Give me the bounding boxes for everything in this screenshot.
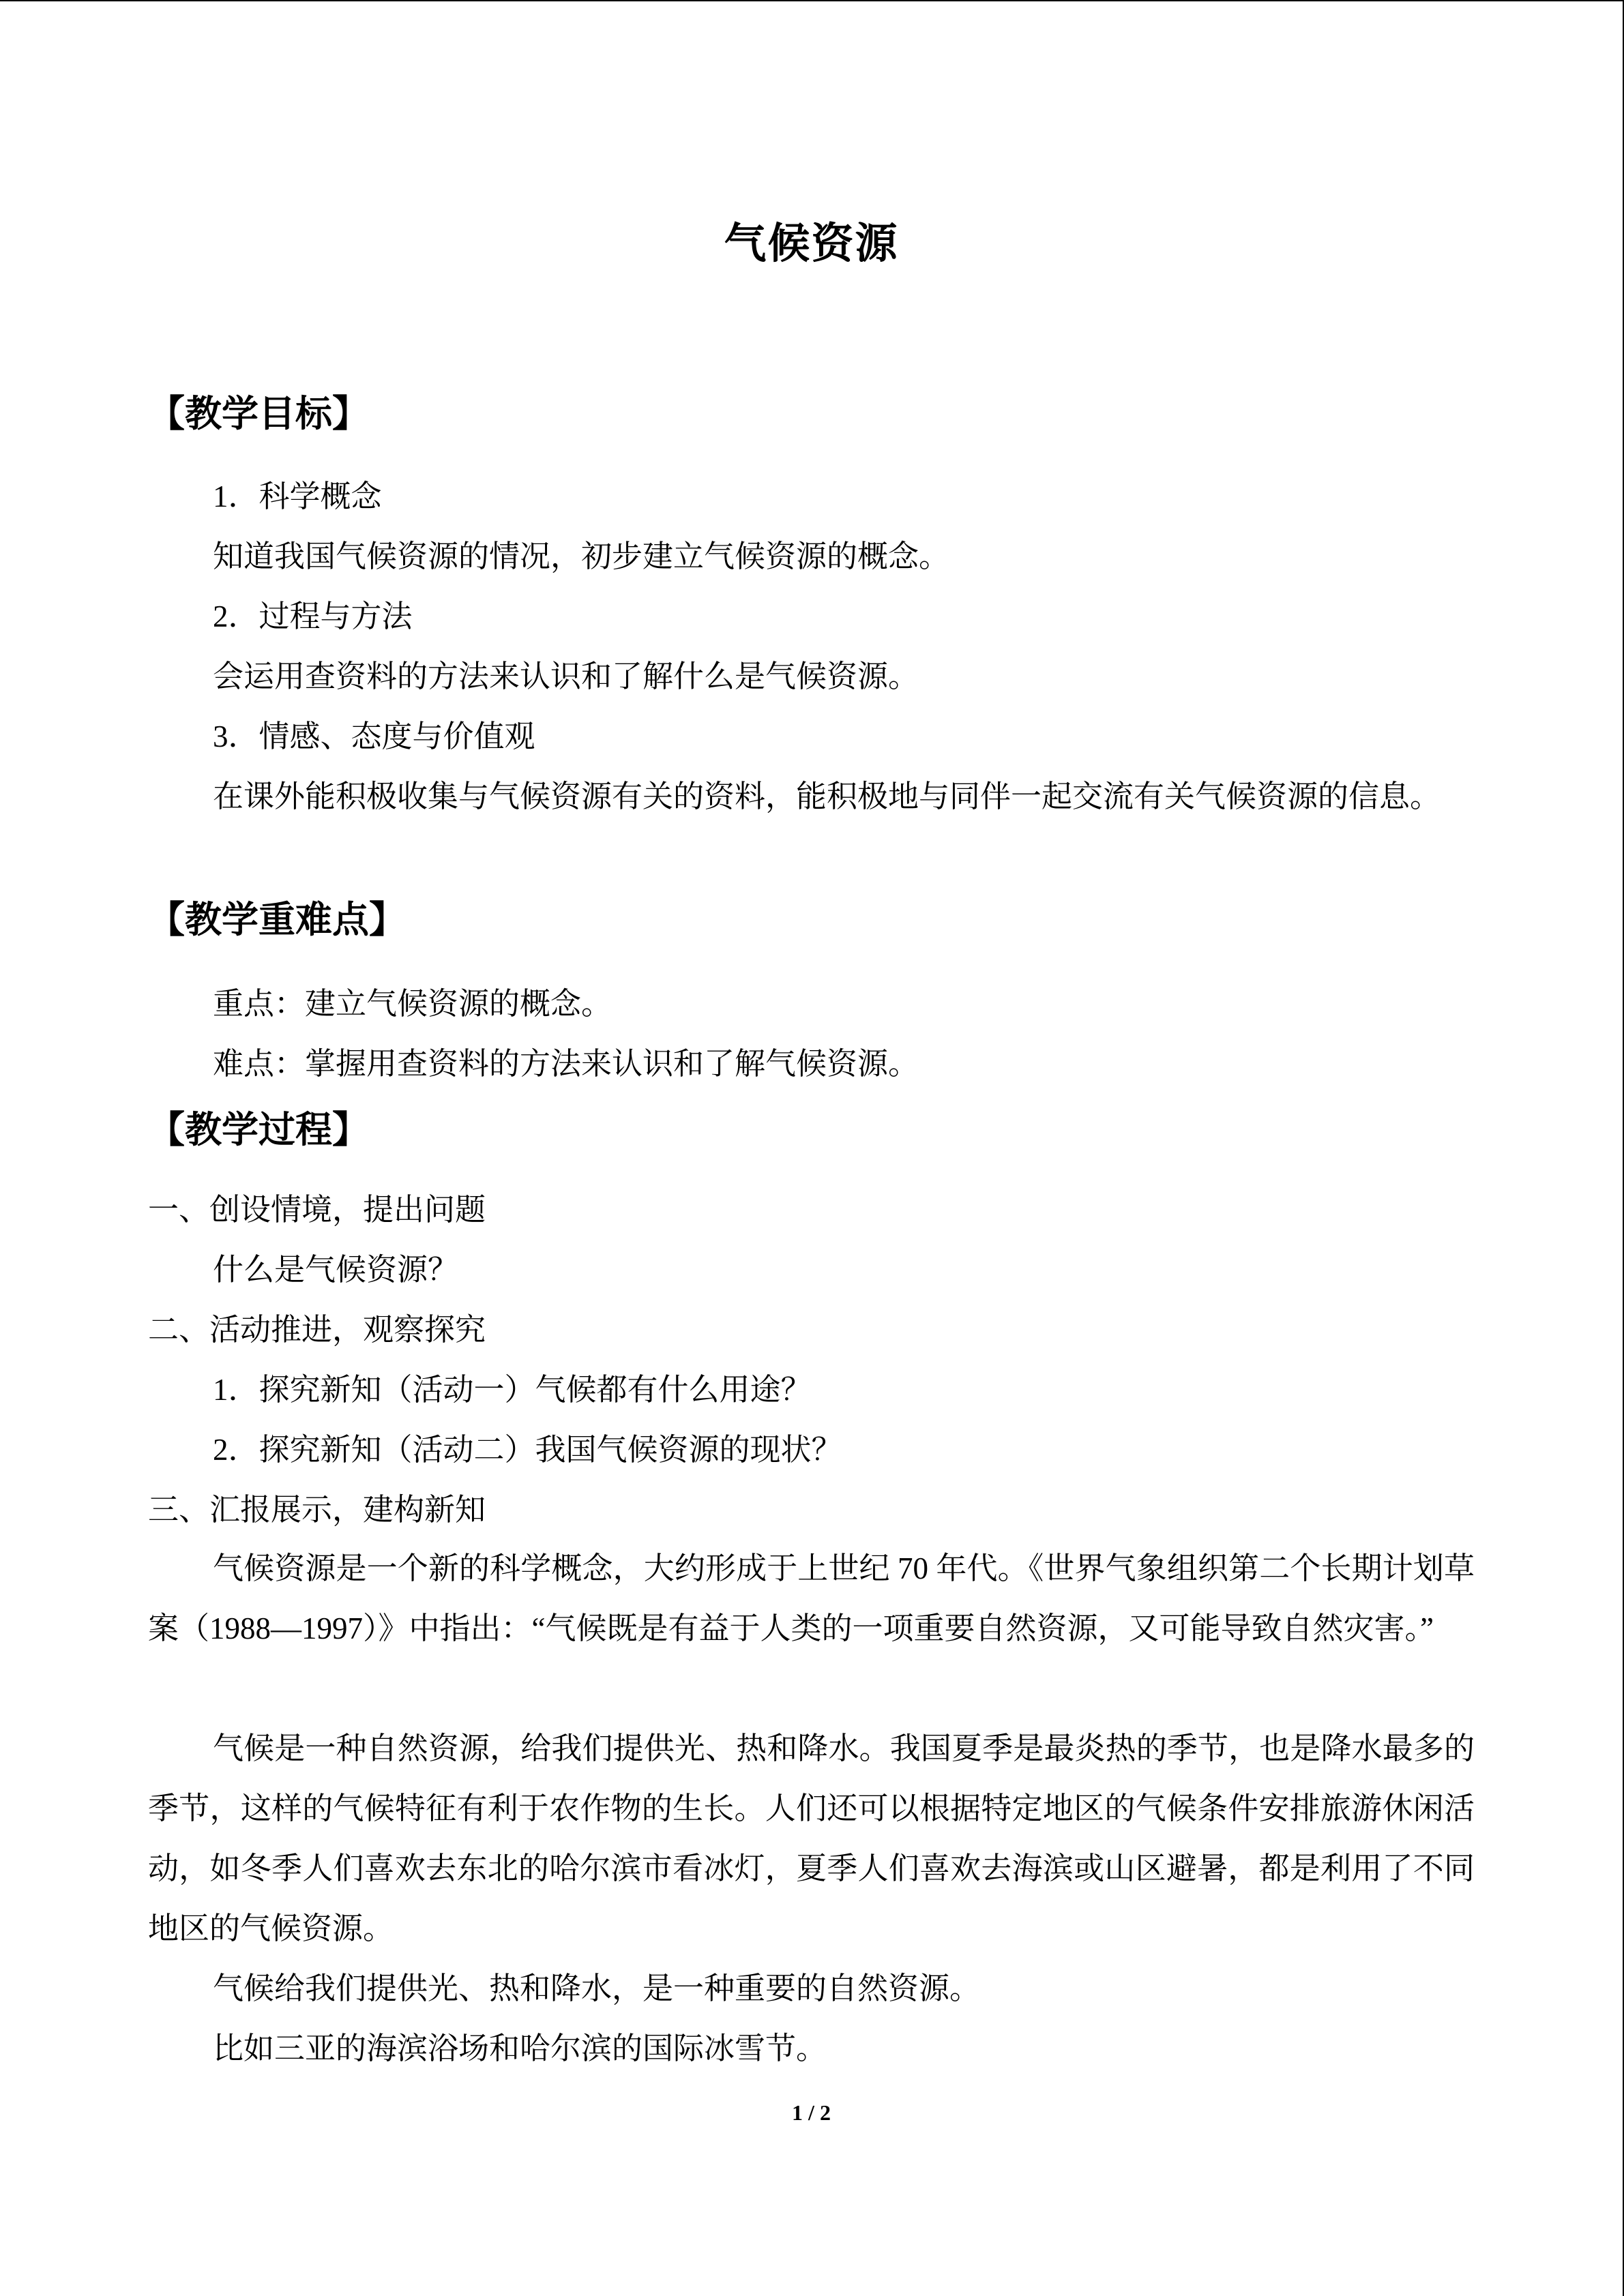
paragraph-climate-natural-resource: 气候是一种自然资源，给我们提供光、热和降水。我国夏季是最炎热的季节，也是降水最多的季节，这样的气候特征有利于农作物的生长。人们还可以根据特定地区的气候条件安排旅游休闲活动，如冬季人们喜欢去东北的哈尔滨市看冰灯，夏季人们喜欢去海滨或山区避暑，都是利用了不同地区的气候资源。 — [148, 1731, 1475, 1945]
step-2-item-1: 1．探究新知（活动一）气候都有什么用途？ — [213, 1373, 812, 1407]
paragraph-examples: 比如三亚的海滨浴场和哈尔滨的国际冰雪节。 — [213, 2031, 827, 2066]
objective-3-text: 在课外能积极收集与气候资源有关的资料，能积极地与同伴一起交流有关气候资源的信息。 — [213, 779, 1441, 814]
paragraph-climate-summary: 气候给我们提供光、热和降水，是一种重要的自然资源。 — [213, 1971, 981, 2006]
objective-1-title: 1．科学概念 — [213, 479, 382, 513]
step-2-title: 二、活动推进，观察探究 — [148, 1313, 486, 1347]
objective-1-text: 知道我国气候资源的情况，初步建立气候资源的概念。 — [213, 539, 950, 573]
difficult-point: 难点：掌握用查资料的方法来认识和了解气候资源。 — [213, 1047, 919, 1081]
objective-2-text: 会运用查资料的方法来认识和了解什么是气候资源。 — [213, 659, 919, 694]
paragraph-climate-resource-concept: 气候资源是一个新的科学概念，大约形成于上世纪 70 年代。《世界气象组织第二个长期计划草案（1988—1997）》中指出：“气候既是有益于人类的一项重要自然资源，又可能导致自然灾害。” — [148, 1551, 1475, 1645]
step-2-item-2: 2．探究新知（活动二）我国气候资源的现状？ — [213, 1433, 842, 1467]
process-heading: 【教学过程】 — [148, 1109, 369, 1150]
objective-2-title: 2．过程与方法 — [213, 599, 413, 633]
key-points-heading: 【教学重难点】 — [148, 899, 406, 940]
objectives-heading: 【教学目标】 — [148, 393, 369, 434]
step-1-title: 一、创设情境，提出问题 — [148, 1193, 486, 1227]
document-title: 气候资源 — [724, 221, 899, 267]
step-3-title: 三、汇报展示，建构新知 — [148, 1493, 486, 1527]
key-point: 重点：建立气候资源的概念。 — [213, 987, 612, 1021]
step-1-text: 什么是气候资源？ — [213, 1253, 459, 1287]
objective-3-title: 3．情感、态度与价值观 — [213, 719, 535, 754]
page-number: 1 / 2 — [792, 2100, 831, 2125]
